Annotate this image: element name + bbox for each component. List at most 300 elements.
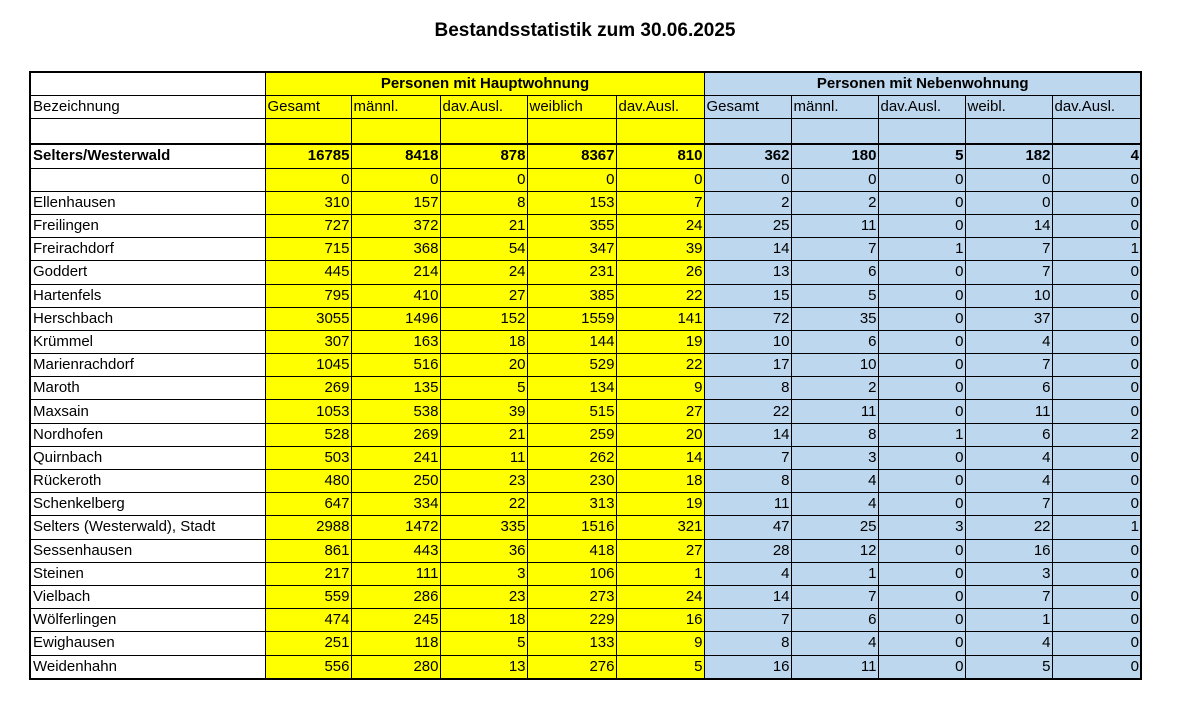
row-label: Ewighausen bbox=[30, 632, 265, 655]
zero-row bbox=[30, 168, 1141, 191]
cell-haupt-ausl-w: 24 bbox=[616, 214, 704, 237]
cell-neben-weibl: 4 bbox=[965, 330, 1052, 353]
cell-haupt-weiblich: 529 bbox=[527, 354, 616, 377]
cell-neben-ausl-w: 0 bbox=[1052, 377, 1141, 400]
table-row bbox=[30, 539, 1141, 562]
empty-cell bbox=[791, 119, 878, 145]
cell-haupt-maennl: 111 bbox=[351, 562, 440, 585]
cell-neben-weibl: 11 bbox=[965, 400, 1052, 423]
cell-haupt-weiblich: 259 bbox=[527, 423, 616, 446]
cell-neben-ausl-w: 1 bbox=[1052, 238, 1141, 261]
cell-haupt-gesamt: 556 bbox=[265, 655, 351, 679]
cell-neben-ausl-m: 0 bbox=[878, 168, 965, 191]
cell-neben-weibl: 1 bbox=[965, 609, 1052, 632]
cell-haupt-ausl-m: 11 bbox=[440, 446, 527, 469]
cell-haupt-ausl-m: 8 bbox=[440, 191, 527, 214]
table-row bbox=[30, 330, 1141, 353]
cell-neben-gesamt: 0 bbox=[704, 168, 791, 191]
blank-cell bbox=[30, 72, 265, 96]
cell-haupt-maennl: 245 bbox=[351, 609, 440, 632]
cell-neben-gesamt: 22 bbox=[704, 400, 791, 423]
cell-neben-gesamt: 16 bbox=[704, 655, 791, 679]
cell-haupt-gesamt: 16785 bbox=[265, 144, 351, 168]
row-label: Krümmel bbox=[30, 330, 265, 353]
cell-neben-maennl: 4 bbox=[791, 632, 878, 655]
row-label: Herschbach bbox=[30, 307, 265, 330]
column-header-name: Bezeichnung bbox=[30, 96, 265, 119]
cell-neben-gesamt: 28 bbox=[704, 539, 791, 562]
cell-neben-weibl: 4 bbox=[965, 632, 1052, 655]
cell-haupt-gesamt: 251 bbox=[265, 632, 351, 655]
cell-haupt-ausl-m: 3 bbox=[440, 562, 527, 585]
cell-neben-maennl: 0 bbox=[791, 168, 878, 191]
cell-neben-maennl: 7 bbox=[791, 238, 878, 261]
cell-haupt-maennl: 241 bbox=[351, 446, 440, 469]
cell-neben-gesamt: 47 bbox=[704, 516, 791, 539]
empty-cell bbox=[616, 119, 704, 145]
empty-cell bbox=[704, 119, 791, 145]
cell-neben-ausl-w: 0 bbox=[1052, 446, 1141, 469]
cell-haupt-weiblich: 1559 bbox=[527, 307, 616, 330]
cell-neben-ausl-w: 0 bbox=[1052, 655, 1141, 679]
table-row bbox=[30, 446, 1141, 469]
table-row bbox=[30, 261, 1141, 284]
cell-neben-ausl-m: 0 bbox=[878, 609, 965, 632]
cell-neben-weibl: 3 bbox=[965, 562, 1052, 585]
empty-cell bbox=[30, 119, 265, 145]
table-row bbox=[30, 307, 1141, 330]
cell-haupt-maennl: 334 bbox=[351, 493, 440, 516]
table-row bbox=[30, 214, 1141, 237]
cell-neben-ausl-m: 0 bbox=[878, 354, 965, 377]
cell-neben-ausl-w: 0 bbox=[1052, 493, 1141, 516]
empty-cell bbox=[1052, 119, 1141, 145]
cell-neben-gesamt: 2 bbox=[704, 191, 791, 214]
group-header-neben: Personen mit Nebenwohnung bbox=[704, 72, 1141, 96]
cell-neben-maennl: 35 bbox=[791, 307, 878, 330]
cell-neben-ausl-w: 0 bbox=[1052, 470, 1141, 493]
cell-haupt-maennl: 516 bbox=[351, 354, 440, 377]
cell-haupt-ausl-m: 22 bbox=[440, 493, 527, 516]
row-label: Marienrachdorf bbox=[30, 354, 265, 377]
cell-neben-maennl: 4 bbox=[791, 470, 878, 493]
cell-haupt-ausl-w: 39 bbox=[616, 238, 704, 261]
column-header-neben-ausl-m: dav.Ausl. bbox=[878, 96, 965, 119]
cell-haupt-weiblich: 230 bbox=[527, 470, 616, 493]
column-header-haupt-ausl-w: dav.Ausl. bbox=[616, 96, 704, 119]
cell-neben-maennl: 1 bbox=[791, 562, 878, 585]
cell-neben-ausl-w: 0 bbox=[1052, 191, 1141, 214]
row-label: Freilingen bbox=[30, 214, 265, 237]
cell-neben-weibl: 0 bbox=[965, 168, 1052, 191]
empty-cell bbox=[265, 119, 351, 145]
cell-haupt-ausl-w: 5 bbox=[616, 655, 704, 679]
cell-neben-ausl-m: 0 bbox=[878, 585, 965, 608]
cell-haupt-ausl-w: 19 bbox=[616, 330, 704, 353]
cell-haupt-weiblich: 262 bbox=[527, 446, 616, 469]
cell-haupt-weiblich: 515 bbox=[527, 400, 616, 423]
cell-haupt-ausl-m: 27 bbox=[440, 284, 527, 307]
cell-neben-ausl-m: 0 bbox=[878, 470, 965, 493]
cell-neben-weibl: 7 bbox=[965, 261, 1052, 284]
statistics-table bbox=[29, 71, 1142, 680]
row-label: Vielbach bbox=[30, 585, 265, 608]
table-row bbox=[30, 377, 1141, 400]
cell-neben-weibl: 14 bbox=[965, 214, 1052, 237]
row-label: Maxsain bbox=[30, 400, 265, 423]
cell-neben-gesamt: 15 bbox=[704, 284, 791, 307]
page-title: Bestandsstatistik zum 30.06.2025 bbox=[434, 20, 736, 41]
row-label: Maroth bbox=[30, 377, 265, 400]
cell-neben-ausl-m: 5 bbox=[878, 144, 965, 168]
column-header-neben-maennl: männl. bbox=[791, 96, 878, 119]
cell-haupt-gesamt: 269 bbox=[265, 377, 351, 400]
cell-neben-gesamt: 7 bbox=[704, 446, 791, 469]
cell-neben-ausl-m: 0 bbox=[878, 377, 965, 400]
cell-neben-ausl-m: 0 bbox=[878, 284, 965, 307]
cell-neben-gesamt: 17 bbox=[704, 354, 791, 377]
cell-haupt-ausl-m: 335 bbox=[440, 516, 527, 539]
cell-haupt-maennl: 372 bbox=[351, 214, 440, 237]
cell-haupt-weiblich: 313 bbox=[527, 493, 616, 516]
cell-haupt-maennl: 214 bbox=[351, 261, 440, 284]
cell-haupt-maennl: 135 bbox=[351, 377, 440, 400]
cell-neben-maennl: 4 bbox=[791, 493, 878, 516]
cell-haupt-gesamt: 217 bbox=[265, 562, 351, 585]
cell-haupt-ausl-w: 1 bbox=[616, 562, 704, 585]
cell-neben-ausl-w: 0 bbox=[1052, 284, 1141, 307]
cell-haupt-weiblich: 355 bbox=[527, 214, 616, 237]
cell-neben-weibl: 182 bbox=[965, 144, 1052, 168]
empty-cell bbox=[878, 119, 965, 145]
column-header-neben-weibl: weibl. bbox=[965, 96, 1052, 119]
cell-neben-weibl: 22 bbox=[965, 516, 1052, 539]
cell-neben-ausl-w: 1 bbox=[1052, 516, 1141, 539]
cell-haupt-ausl-m: 39 bbox=[440, 400, 527, 423]
cell-neben-weibl: 7 bbox=[965, 493, 1052, 516]
cell-haupt-gesamt: 0 bbox=[265, 168, 351, 191]
cell-neben-weibl: 4 bbox=[965, 446, 1052, 469]
cell-haupt-maennl: 538 bbox=[351, 400, 440, 423]
cell-haupt-ausl-m: 20 bbox=[440, 354, 527, 377]
cell-neben-weibl: 7 bbox=[965, 238, 1052, 261]
cell-haupt-weiblich: 276 bbox=[527, 655, 616, 679]
group-header-row bbox=[30, 72, 1141, 96]
cell-neben-ausl-m: 0 bbox=[878, 214, 965, 237]
table-row bbox=[30, 585, 1141, 608]
cell-neben-ausl-w: 0 bbox=[1052, 632, 1141, 655]
row-label: Steinen bbox=[30, 562, 265, 585]
cell-haupt-ausl-m: 5 bbox=[440, 377, 527, 400]
cell-haupt-maennl: 0 bbox=[351, 168, 440, 191]
cell-haupt-ausl-m: 5 bbox=[440, 632, 527, 655]
cell-haupt-gesamt: 2988 bbox=[265, 516, 351, 539]
cell-haupt-ausl-w: 9 bbox=[616, 632, 704, 655]
cell-haupt-ausl-m: 0 bbox=[440, 168, 527, 191]
cell-neben-maennl: 6 bbox=[791, 330, 878, 353]
cell-haupt-maennl: 368 bbox=[351, 238, 440, 261]
cell-haupt-weiblich: 106 bbox=[527, 562, 616, 585]
cell-neben-ausl-m: 0 bbox=[878, 562, 965, 585]
cell-neben-maennl: 8 bbox=[791, 423, 878, 446]
cell-neben-ausl-w: 0 bbox=[1052, 609, 1141, 632]
cell-neben-maennl: 11 bbox=[791, 655, 878, 679]
cell-neben-maennl: 2 bbox=[791, 377, 878, 400]
cell-haupt-gesamt: 480 bbox=[265, 470, 351, 493]
table-row bbox=[30, 400, 1141, 423]
row-label: Schenkelberg bbox=[30, 493, 265, 516]
cell-neben-maennl: 6 bbox=[791, 609, 878, 632]
cell-neben-ausl-m: 1 bbox=[878, 423, 965, 446]
cell-neben-ausl-w: 0 bbox=[1052, 307, 1141, 330]
cell-haupt-ausl-m: 152 bbox=[440, 307, 527, 330]
column-header-haupt-gesamt: Gesamt bbox=[265, 96, 351, 119]
cell-haupt-ausl-m: 18 bbox=[440, 330, 527, 353]
cell-haupt-weiblich: 418 bbox=[527, 539, 616, 562]
row-label: Sessenhausen bbox=[30, 539, 265, 562]
cell-neben-ausl-m: 0 bbox=[878, 307, 965, 330]
table-row bbox=[30, 516, 1141, 539]
cell-haupt-weiblich: 1516 bbox=[527, 516, 616, 539]
cell-haupt-ausl-w: 7 bbox=[616, 191, 704, 214]
cell-neben-gesamt: 10 bbox=[704, 330, 791, 353]
spacer-row bbox=[30, 119, 1141, 145]
table-row bbox=[30, 423, 1141, 446]
column-header-haupt-maennl: männl. bbox=[351, 96, 440, 119]
table-row bbox=[30, 470, 1141, 493]
cell-neben-weibl: 4 bbox=[965, 470, 1052, 493]
cell-haupt-weiblich: 134 bbox=[527, 377, 616, 400]
cell-haupt-gesamt: 727 bbox=[265, 214, 351, 237]
cell-neben-maennl: 3 bbox=[791, 446, 878, 469]
cell-haupt-weiblich: 273 bbox=[527, 585, 616, 608]
cell-haupt-ausl-w: 0 bbox=[616, 168, 704, 191]
cell-haupt-gesamt: 559 bbox=[265, 585, 351, 608]
row-label bbox=[30, 168, 265, 191]
cell-neben-ausl-w: 0 bbox=[1052, 562, 1141, 585]
cell-haupt-weiblich: 231 bbox=[527, 261, 616, 284]
cell-haupt-maennl: 163 bbox=[351, 330, 440, 353]
cell-haupt-maennl: 410 bbox=[351, 284, 440, 307]
cell-neben-maennl: 7 bbox=[791, 585, 878, 608]
cell-haupt-maennl: 286 bbox=[351, 585, 440, 608]
cell-neben-weibl: 16 bbox=[965, 539, 1052, 562]
table-row bbox=[30, 284, 1141, 307]
cell-neben-gesamt: 8 bbox=[704, 632, 791, 655]
cell-haupt-ausl-m: 21 bbox=[440, 214, 527, 237]
table-row bbox=[30, 191, 1141, 214]
cell-haupt-ausl-m: 878 bbox=[440, 144, 527, 168]
cell-neben-weibl: 7 bbox=[965, 585, 1052, 608]
cell-haupt-gesamt: 861 bbox=[265, 539, 351, 562]
cell-haupt-weiblich: 153 bbox=[527, 191, 616, 214]
cell-haupt-maennl: 8418 bbox=[351, 144, 440, 168]
cell-neben-ausl-m: 1 bbox=[878, 238, 965, 261]
cell-haupt-gesamt: 3055 bbox=[265, 307, 351, 330]
cell-haupt-weiblich: 385 bbox=[527, 284, 616, 307]
cell-haupt-ausl-m: 13 bbox=[440, 655, 527, 679]
cell-haupt-ausl-w: 16 bbox=[616, 609, 704, 632]
cell-haupt-maennl: 1472 bbox=[351, 516, 440, 539]
cell-neben-gesamt: 13 bbox=[704, 261, 791, 284]
cell-neben-ausl-w: 0 bbox=[1052, 585, 1141, 608]
cell-neben-maennl: 12 bbox=[791, 539, 878, 562]
cell-neben-ausl-w: 0 bbox=[1052, 354, 1141, 377]
cell-haupt-ausl-w: 18 bbox=[616, 470, 704, 493]
column-header-neben-ausl-w: dav.Ausl. bbox=[1052, 96, 1141, 119]
cell-haupt-ausl-m: 21 bbox=[440, 423, 527, 446]
row-label: Weidenhahn bbox=[30, 655, 265, 679]
empty-cell bbox=[440, 119, 527, 145]
cell-neben-ausl-m: 0 bbox=[878, 446, 965, 469]
cell-haupt-ausl-m: 18 bbox=[440, 609, 527, 632]
cell-neben-ausl-w: 0 bbox=[1052, 330, 1141, 353]
cell-haupt-ausl-m: 23 bbox=[440, 470, 527, 493]
cell-neben-ausl-m: 0 bbox=[878, 632, 965, 655]
row-label: Selters (Westerwald), Stadt bbox=[30, 516, 265, 539]
row-label: Nordhofen bbox=[30, 423, 265, 446]
column-header-row bbox=[30, 96, 1141, 119]
cell-haupt-ausl-w: 27 bbox=[616, 400, 704, 423]
cell-neben-weibl: 5 bbox=[965, 655, 1052, 679]
cell-haupt-ausl-m: 36 bbox=[440, 539, 527, 562]
cell-haupt-ausl-w: 27 bbox=[616, 539, 704, 562]
cell-haupt-weiblich: 133 bbox=[527, 632, 616, 655]
cell-haupt-ausl-w: 9 bbox=[616, 377, 704, 400]
cell-neben-ausl-w: 2 bbox=[1052, 423, 1141, 446]
cell-haupt-weiblich: 144 bbox=[527, 330, 616, 353]
cell-neben-weibl: 0 bbox=[965, 191, 1052, 214]
cell-neben-gesamt: 72 bbox=[704, 307, 791, 330]
cell-neben-ausl-m: 3 bbox=[878, 516, 965, 539]
cell-haupt-gesamt: 1045 bbox=[265, 354, 351, 377]
cell-haupt-maennl: 157 bbox=[351, 191, 440, 214]
cell-neben-maennl: 5 bbox=[791, 284, 878, 307]
cell-haupt-ausl-m: 24 bbox=[440, 261, 527, 284]
cell-haupt-gesamt: 307 bbox=[265, 330, 351, 353]
cell-neben-ausl-m: 0 bbox=[878, 400, 965, 423]
cell-neben-ausl-m: 0 bbox=[878, 330, 965, 353]
cell-haupt-ausl-w: 19 bbox=[616, 493, 704, 516]
row-label: Selters/Westerwald bbox=[30, 144, 265, 168]
empty-cell bbox=[527, 119, 616, 145]
cell-neben-maennl: 180 bbox=[791, 144, 878, 168]
row-label: Quirnbach bbox=[30, 446, 265, 469]
cell-neben-gesamt: 4 bbox=[704, 562, 791, 585]
cell-haupt-ausl-w: 22 bbox=[616, 354, 704, 377]
cell-haupt-weiblich: 347 bbox=[527, 238, 616, 261]
cell-haupt-maennl: 269 bbox=[351, 423, 440, 446]
cell-haupt-gesamt: 647 bbox=[265, 493, 351, 516]
cell-haupt-ausl-w: 22 bbox=[616, 284, 704, 307]
cell-haupt-gesamt: 445 bbox=[265, 261, 351, 284]
column-header-haupt-weiblich: weiblich bbox=[527, 96, 616, 119]
empty-cell bbox=[351, 119, 440, 145]
cell-haupt-maennl: 1496 bbox=[351, 307, 440, 330]
cell-haupt-gesamt: 1053 bbox=[265, 400, 351, 423]
cell-neben-weibl: 7 bbox=[965, 354, 1052, 377]
cell-neben-gesamt: 362 bbox=[704, 144, 791, 168]
cell-neben-gesamt: 14 bbox=[704, 585, 791, 608]
cell-neben-maennl: 2 bbox=[791, 191, 878, 214]
row-label: Wölferlingen bbox=[30, 609, 265, 632]
row-label: Goddert bbox=[30, 261, 265, 284]
cell-haupt-ausl-m: 54 bbox=[440, 238, 527, 261]
table-row bbox=[30, 493, 1141, 516]
row-label: Rückeroth bbox=[30, 470, 265, 493]
cell-neben-weibl: 6 bbox=[965, 377, 1052, 400]
cell-neben-gesamt: 8 bbox=[704, 470, 791, 493]
cell-neben-maennl: 6 bbox=[791, 261, 878, 284]
cell-neben-maennl: 11 bbox=[791, 214, 878, 237]
cell-neben-gesamt: 7 bbox=[704, 609, 791, 632]
table-row bbox=[30, 238, 1141, 261]
cell-haupt-ausl-w: 141 bbox=[616, 307, 704, 330]
row-label: Freirachdorf bbox=[30, 238, 265, 261]
cell-neben-ausl-m: 0 bbox=[878, 261, 965, 284]
cell-haupt-gesamt: 310 bbox=[265, 191, 351, 214]
cell-haupt-gesamt: 528 bbox=[265, 423, 351, 446]
cell-neben-ausl-m: 0 bbox=[878, 191, 965, 214]
cell-haupt-maennl: 443 bbox=[351, 539, 440, 562]
table-row bbox=[30, 655, 1141, 679]
cell-haupt-maennl: 250 bbox=[351, 470, 440, 493]
cell-haupt-ausl-w: 24 bbox=[616, 585, 704, 608]
cell-neben-gesamt: 8 bbox=[704, 377, 791, 400]
cell-neben-ausl-m: 0 bbox=[878, 493, 965, 516]
cell-neben-weibl: 37 bbox=[965, 307, 1052, 330]
cell-neben-gesamt: 11 bbox=[704, 493, 791, 516]
cell-haupt-gesamt: 795 bbox=[265, 284, 351, 307]
cell-haupt-gesamt: 503 bbox=[265, 446, 351, 469]
cell-neben-gesamt: 14 bbox=[704, 423, 791, 446]
cell-neben-maennl: 25 bbox=[791, 516, 878, 539]
table-row bbox=[30, 354, 1141, 377]
cell-neben-maennl: 10 bbox=[791, 354, 878, 377]
cell-haupt-ausl-w: 810 bbox=[616, 144, 704, 168]
cell-haupt-weiblich: 229 bbox=[527, 609, 616, 632]
cell-neben-maennl: 11 bbox=[791, 400, 878, 423]
cell-haupt-maennl: 118 bbox=[351, 632, 440, 655]
cell-neben-ausl-w: 0 bbox=[1052, 539, 1141, 562]
table-row bbox=[30, 632, 1141, 655]
cell-haupt-ausl-w: 14 bbox=[616, 446, 704, 469]
group-header-haupt: Personen mit Hauptwohnung bbox=[265, 72, 704, 96]
cell-neben-ausl-w: 0 bbox=[1052, 168, 1141, 191]
total-row bbox=[30, 144, 1141, 168]
cell-neben-ausl-m: 0 bbox=[878, 655, 965, 679]
table-row bbox=[30, 609, 1141, 632]
cell-neben-ausl-w: 0 bbox=[1052, 400, 1141, 423]
column-header-neben-gesamt: Gesamt bbox=[704, 96, 791, 119]
row-label: Ellenhausen bbox=[30, 191, 265, 214]
empty-cell bbox=[965, 119, 1052, 145]
cell-neben-ausl-w: 0 bbox=[1052, 214, 1141, 237]
column-header-haupt-ausl-m: dav.Ausl. bbox=[440, 96, 527, 119]
row-label: Hartenfels bbox=[30, 284, 265, 307]
cell-neben-weibl: 10 bbox=[965, 284, 1052, 307]
cell-neben-ausl-w: 0 bbox=[1052, 261, 1141, 284]
cell-neben-ausl-m: 0 bbox=[878, 539, 965, 562]
cell-haupt-weiblich: 0 bbox=[527, 168, 616, 191]
cell-haupt-weiblich: 8367 bbox=[527, 144, 616, 168]
cell-neben-gesamt: 14 bbox=[704, 238, 791, 261]
cell-haupt-ausl-m: 23 bbox=[440, 585, 527, 608]
cell-haupt-ausl-w: 20 bbox=[616, 423, 704, 446]
cell-neben-weibl: 6 bbox=[965, 423, 1052, 446]
cell-haupt-maennl: 280 bbox=[351, 655, 440, 679]
cell-haupt-ausl-w: 26 bbox=[616, 261, 704, 284]
